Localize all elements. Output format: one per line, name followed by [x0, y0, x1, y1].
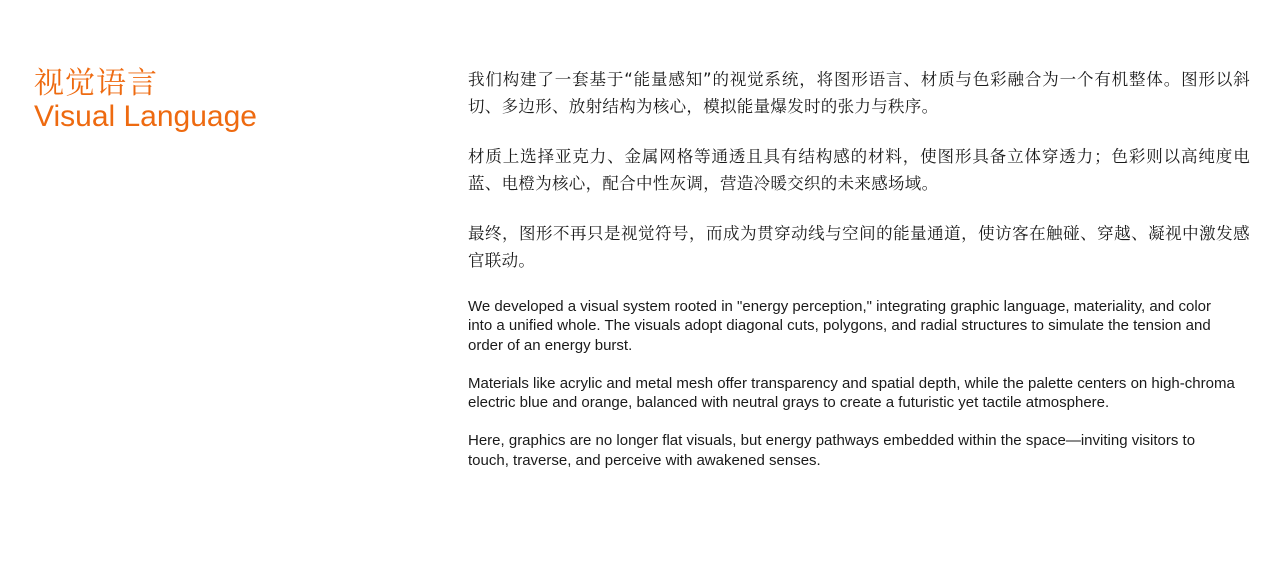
english-paragraph-3: Here, graphics are no longer flat visuals, but energy pathways embedded within the space—inviting visitors to touch, traverse, and perceive with awakened senses.: [468, 432, 1196, 469]
chinese-paragraph-1: 我们构建了一套基于“能量感知”的视觉系统，将图形语言、材质与色彩融合为一个有机整体。图形以斜切、多边形、放射结构为核心，模拟能量爆发时的张力与秩序。: [468, 70, 1250, 116]
english-paragraph-1: We developed a visual system rooted in "energy perception," integrating graphic language, materiality, and color into a unified whole. The visuals adopt diagonal cuts, polygons, and radial structures to simulate the tension and order of an energy burst.: [468, 298, 1212, 354]
section-title-english: Visual Language: [34, 100, 257, 133]
english-text: [468, 297, 1250, 470]
body-text: [468, 66, 1250, 489]
chinese-paragraph-3: 最终，图形不再只是视觉符号，而成为贯穿动线与空间的能量通道，使访客在触碰、穿越、凝视中激发感官联动。: [468, 224, 1250, 270]
section-title-chinese: 视觉语言: [34, 66, 158, 101]
section-title: [34, 68, 257, 134]
english-paragraph-2: Materials like acrylic and metal mesh offer transparency and spatial depth, while the palette centers on high-chroma electric blue and orange, balanced with neutral grays to create a futuristic yet tactile atmosphere.: [468, 374, 1235, 412]
chinese-paragraph-2: 材质上选择亚克力、金属网格等通透且具有结构感的材料，使图形具备立体穿透力；色彩则以高纯度电蓝、电橙为核心，配合中性灰调，营造冷暖交织的未来感场域。: [468, 147, 1250, 193]
